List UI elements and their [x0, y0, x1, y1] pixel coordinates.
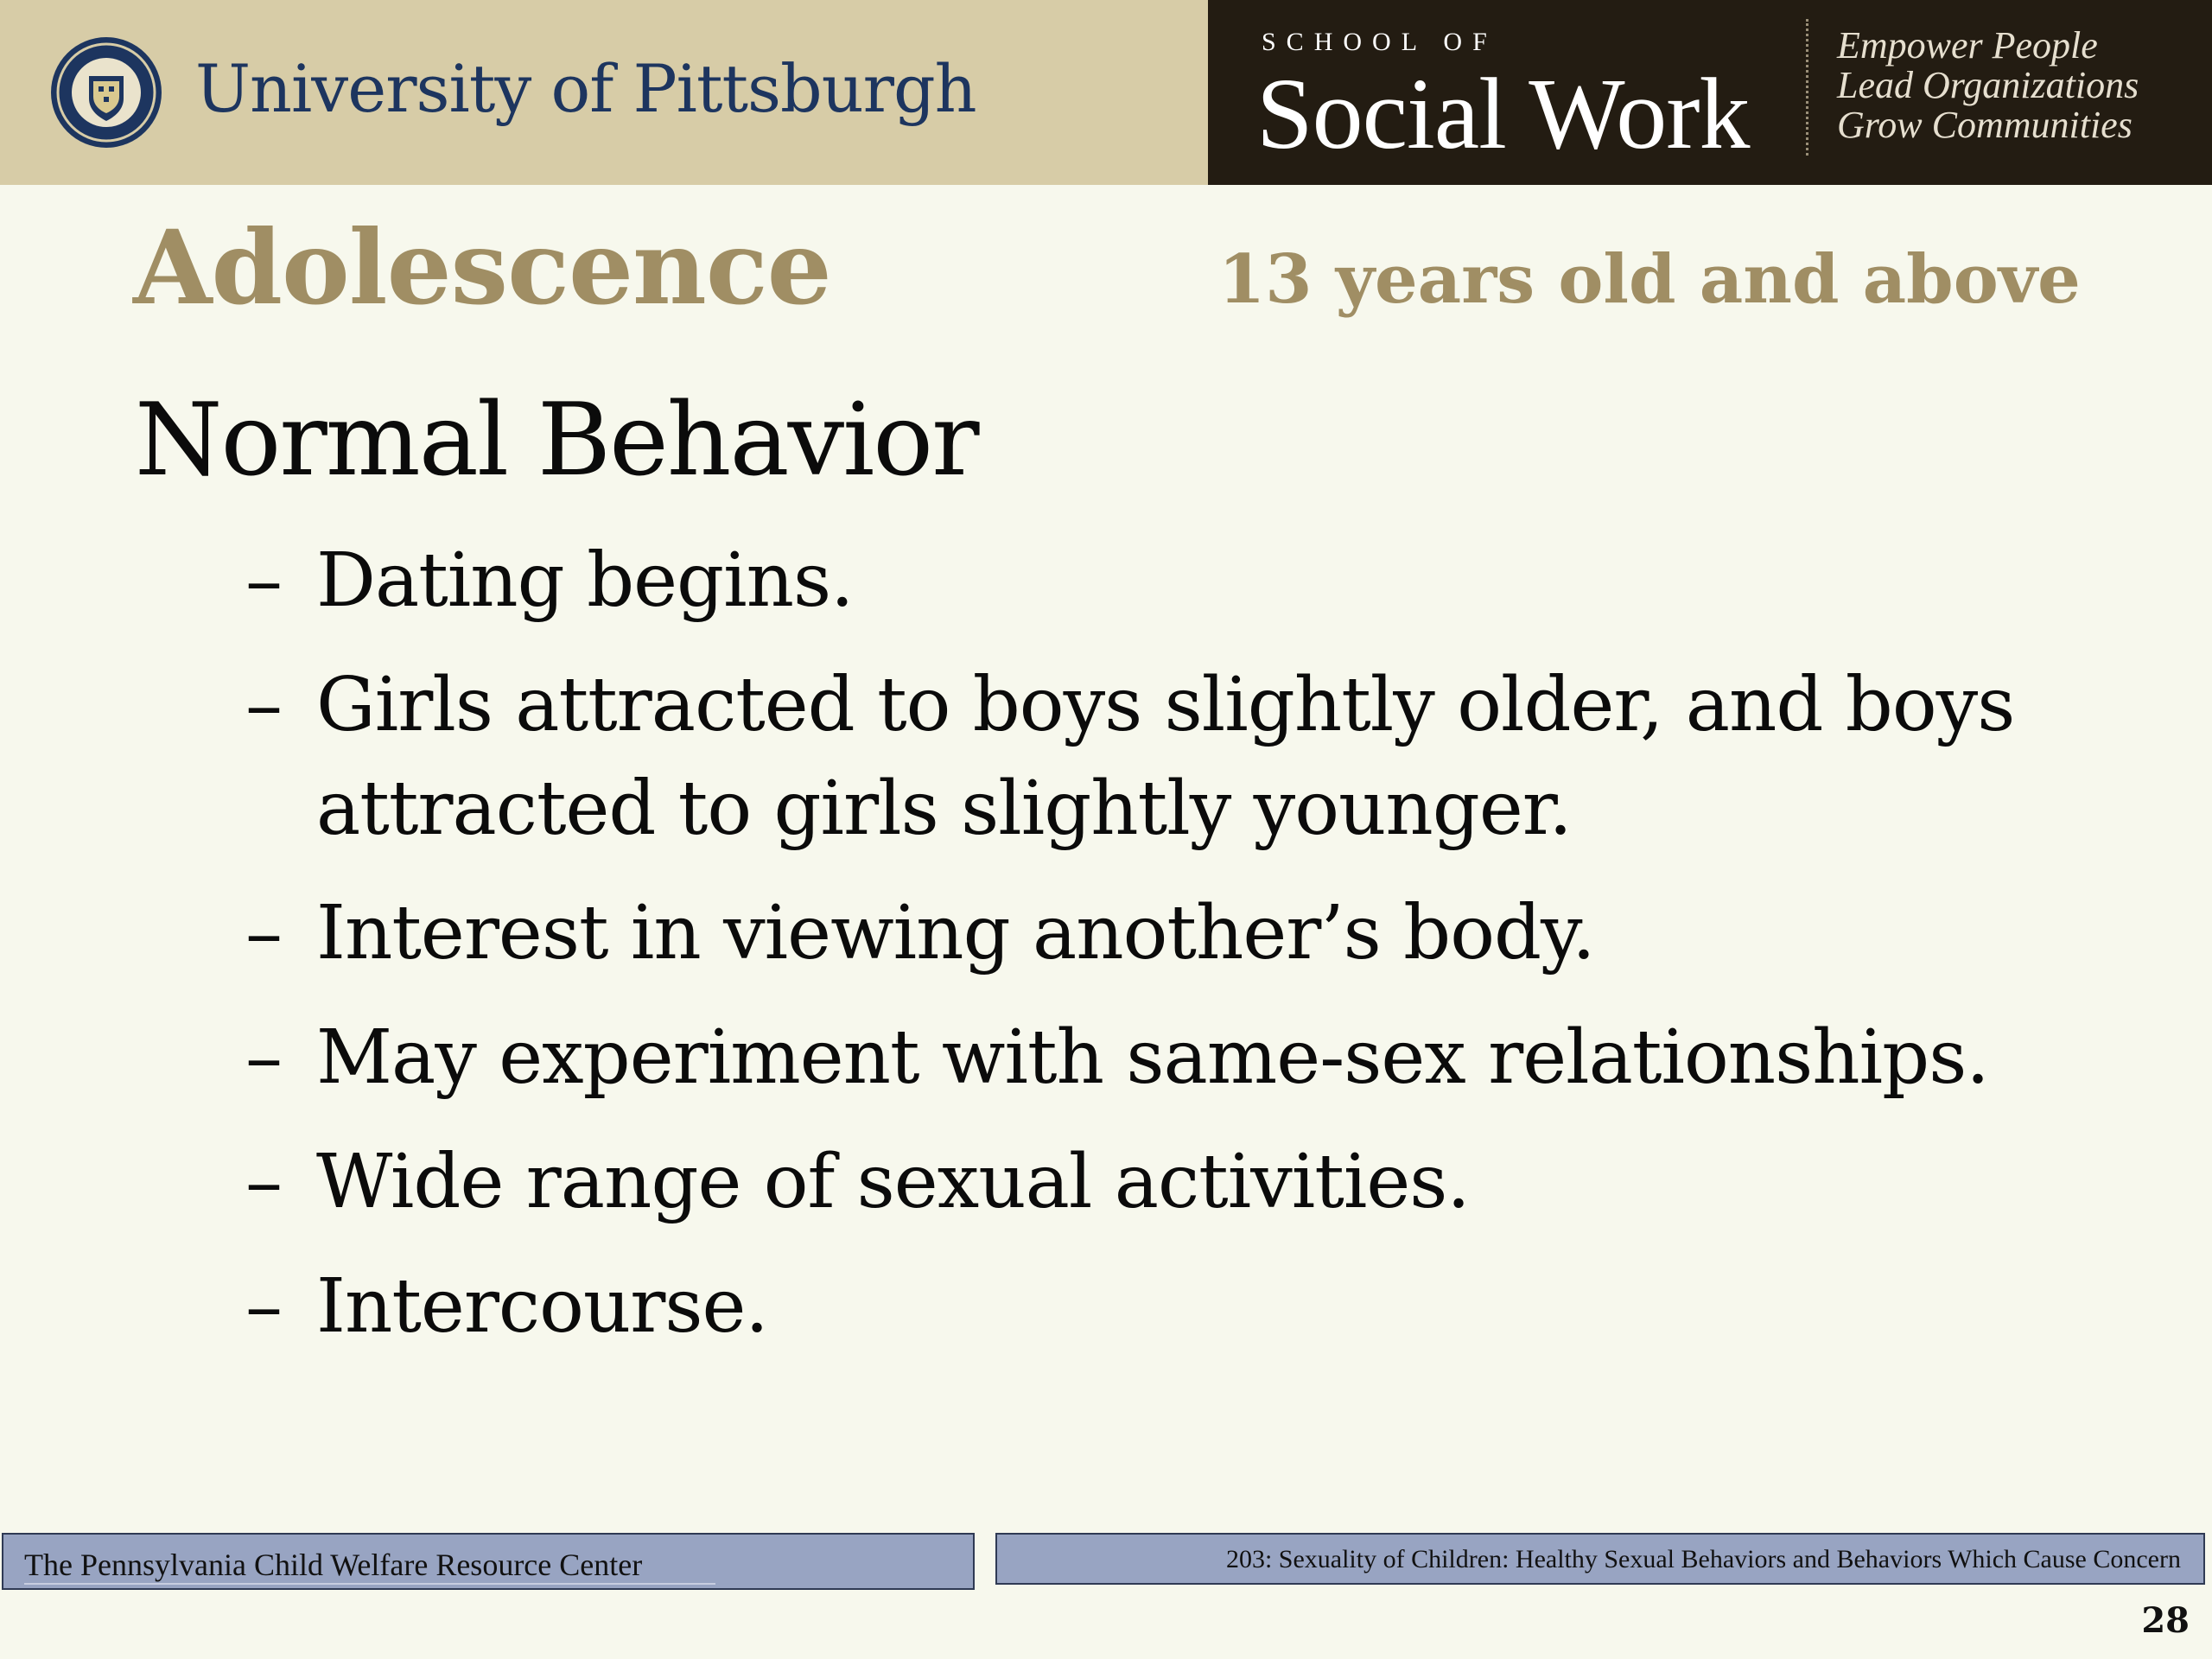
bullet-dash: – [245, 1139, 282, 1225]
bullet-dash: – [245, 662, 282, 748]
motto-line: Grow Communities [1837, 104, 2133, 146]
motto-line: Lead Organizations [1837, 64, 2139, 106]
list-item [245, 529, 2112, 632]
list-item [245, 653, 2112, 861]
list-item [245, 1006, 2112, 1109]
footer-organization-text: The Pennsylvania Child Welfare Resource Center [24, 1548, 643, 1582]
slide-title: Adolescence [133, 207, 831, 327]
university-seal-icon [48, 35, 164, 150]
bullet-dash: – [245, 890, 282, 976]
list-item [245, 1255, 2112, 1358]
bullet-text: May experiment with same-sex relationships. [316, 1014, 1989, 1101]
page-number: 28 [2141, 1600, 2190, 1641]
footer-course [995, 1533, 2205, 1585]
bullet-text: Dating begins. [316, 537, 854, 624]
section-heading: Normal Behavior [135, 382, 978, 499]
footer-course-text: 203: Sexuality of Children: Healthy Sexual Behaviors and Behaviors Which Cause Concern [1225, 1545, 2181, 1573]
bullet-dash: – [245, 537, 282, 624]
school-prefix: SCHOOL OF [1262, 28, 1497, 56]
list-item [245, 1130, 2112, 1234]
footer-organization [2, 1533, 975, 1590]
bullet-text: Girls attracted to boys slightly older, and boys attracted to girls slightly younger. [316, 662, 2015, 852]
bullet-dash: – [245, 1014, 282, 1101]
bullet-list [245, 529, 2112, 1379]
school-motto [1837, 26, 2139, 145]
list-item [245, 881, 2112, 985]
bullet-dash: – [245, 1263, 282, 1350]
slide-subtitle: 13 years old and above [1218, 240, 2081, 319]
bullet-text: Intercourse. [316, 1263, 768, 1350]
university-name: University of Pittsburgh [195, 50, 976, 127]
bullet-text: Interest in viewing another’s body. [316, 890, 1595, 976]
footer-underline [24, 1583, 715, 1585]
bullet-text: Wide range of sexual activities. [316, 1139, 1470, 1225]
motto-line: Empower People [1837, 24, 2098, 67]
header-divider [1806, 19, 1808, 156]
school-name: Social Work [1256, 57, 1750, 170]
